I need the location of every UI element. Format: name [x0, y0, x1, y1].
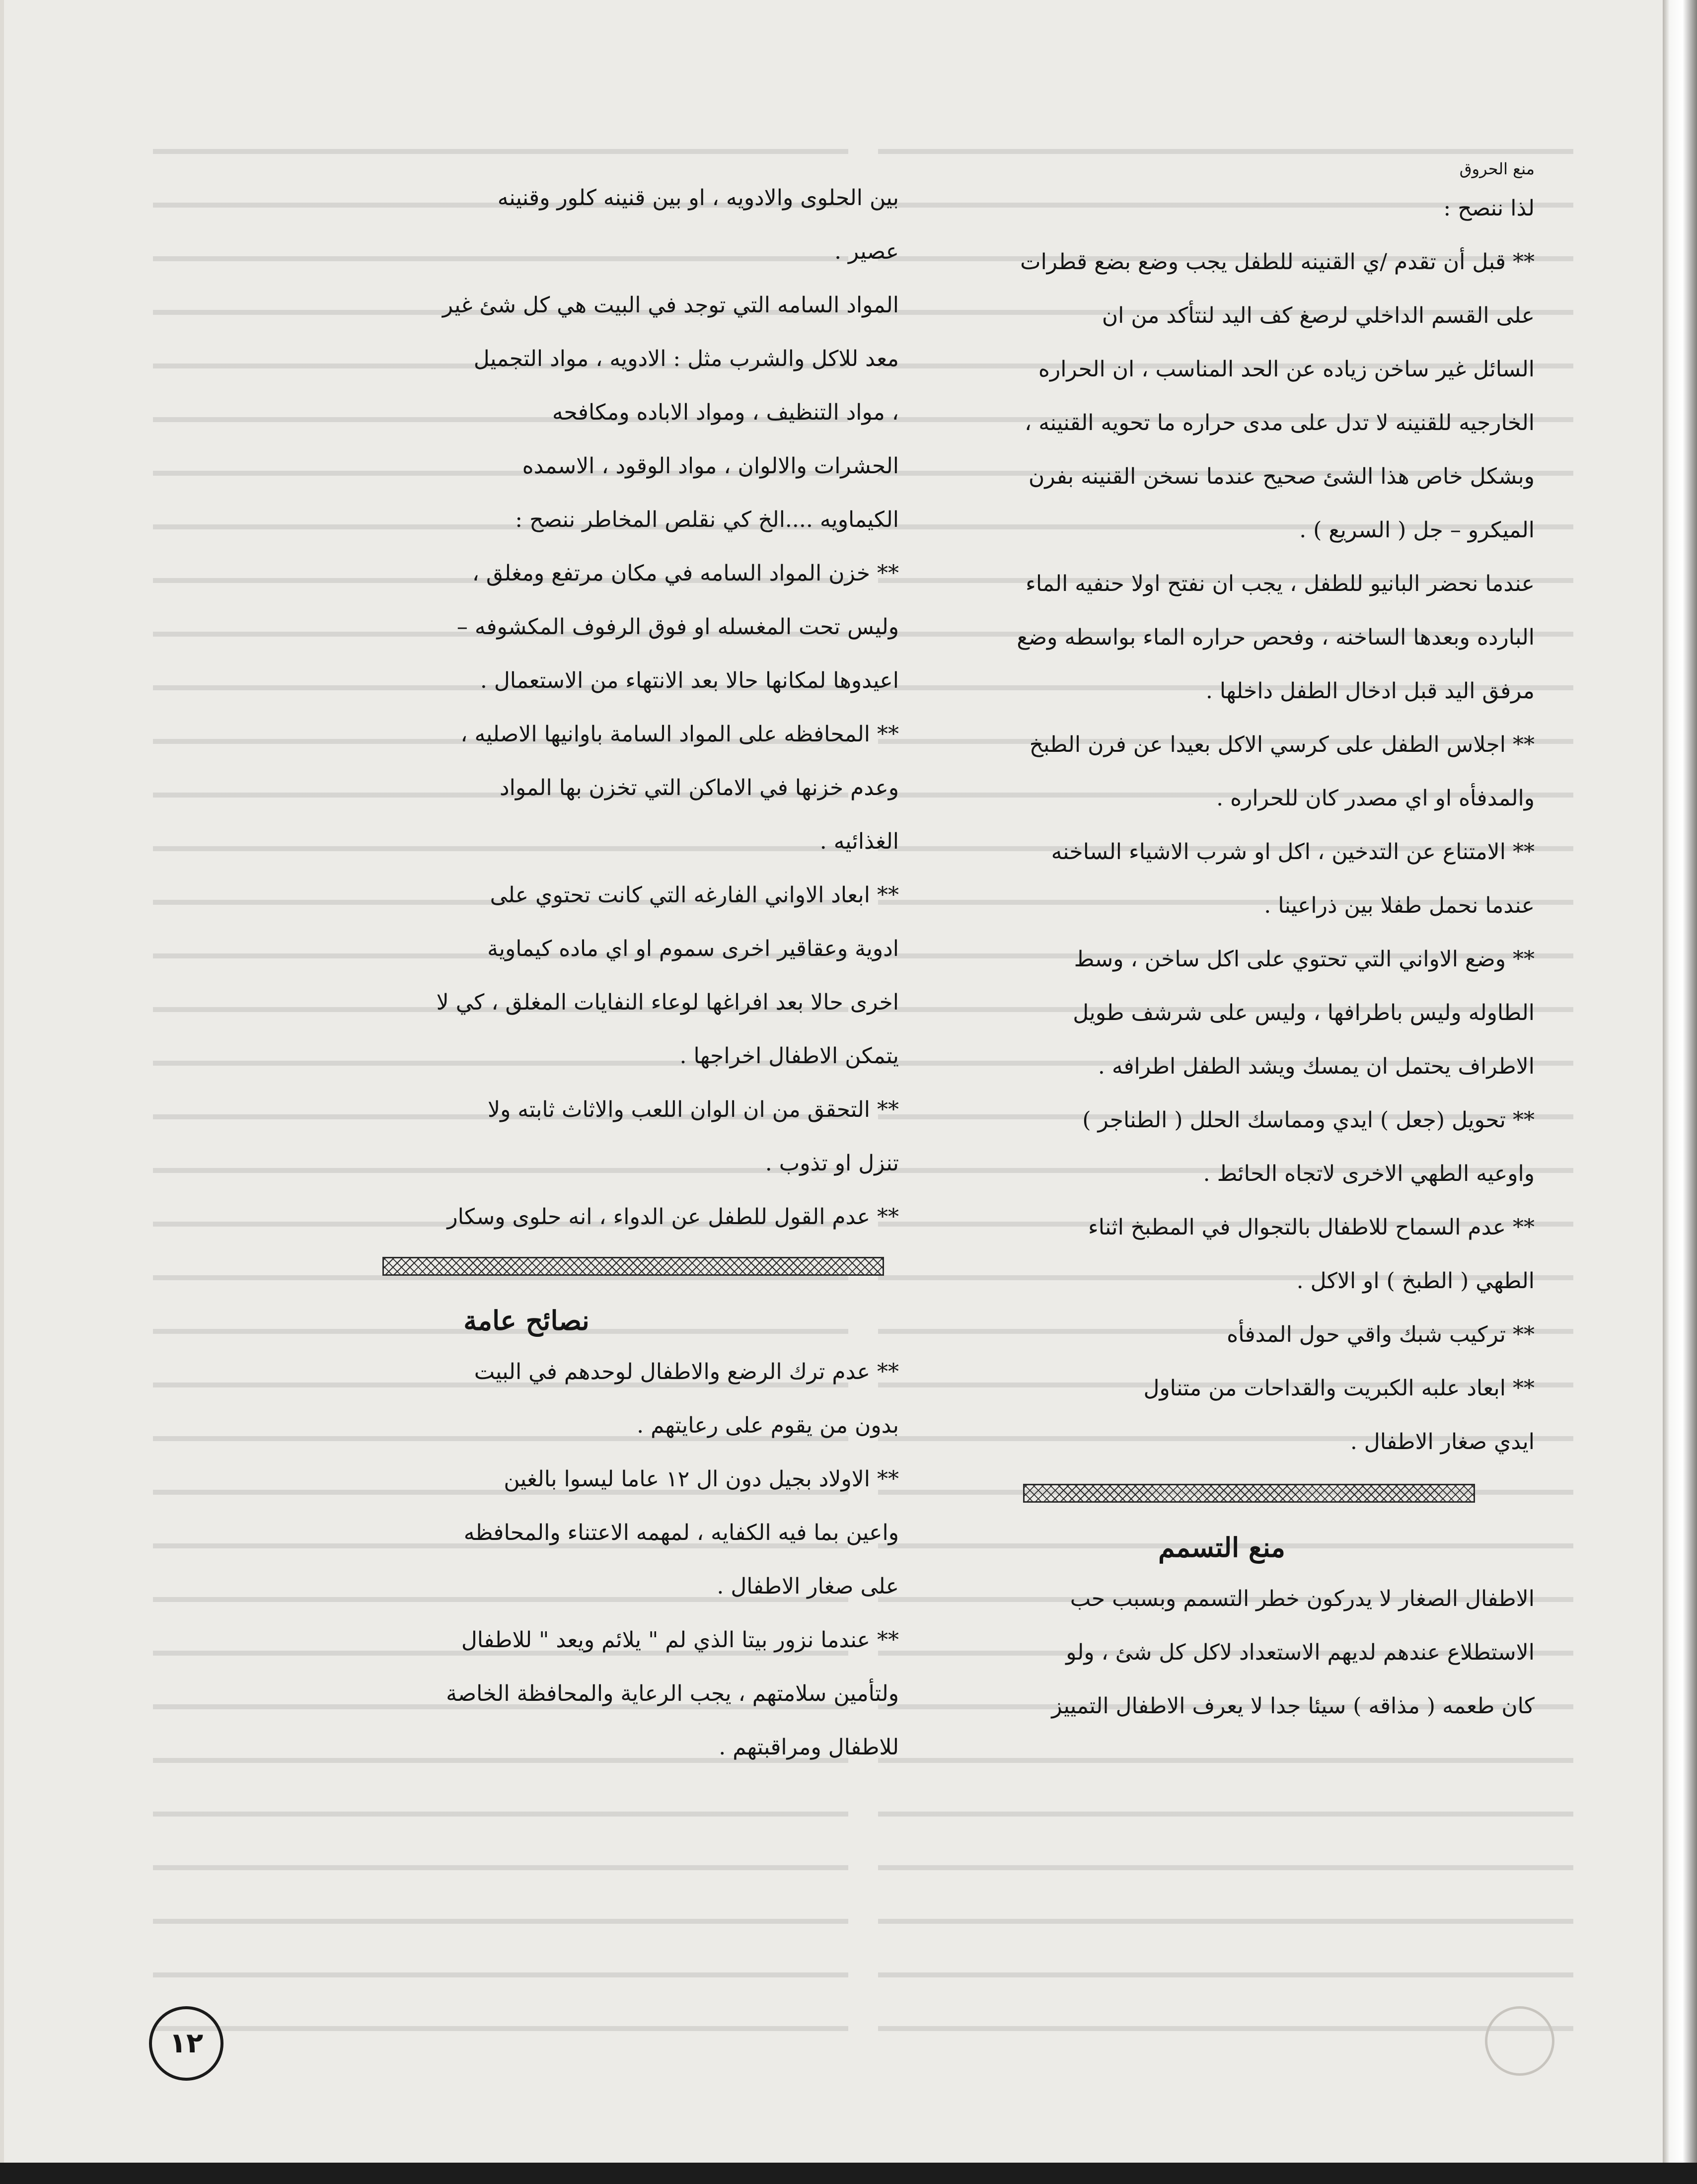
text-line: عصير . — [834, 239, 899, 264]
text-line: على القسم الداخلي لرصغ كف اليد لنتأكد من ان — [1102, 303, 1535, 328]
text-line: وعدم خزنها في الاماكن التي تخزن بها المواد — [500, 775, 899, 801]
text-line: اخرى حالا بعد افراغها لوعاء النفايات المغلق ، كي لا — [436, 990, 899, 1015]
text-line: الاطراف يحتمل ان يمسك ويشد الطفل اطرافه . — [1098, 1054, 1535, 1079]
right-column-paragraphs-2 — [909, 1572, 1535, 1733]
text-line: السائل غير ساخن زياده عن الحد المناسب ، ان الحراره — [1038, 357, 1535, 382]
text-line: عندما نحضر البانيو للطفل ، يجب ان نفتح اولا حنفيه الماء — [1026, 571, 1535, 596]
text-line: بين الحلوى والادويه ، او بين قنينه كلور وقنينه — [497, 185, 899, 211]
text-line: ، مواد التنظيف ، ومواد الاباده ومكافحه — [552, 400, 899, 425]
text-line: الكيماويه ....الخ كي نقلص المخاطر ننصح : — [515, 507, 899, 532]
text-line: للاطفال ومراقبتهم . — [719, 1735, 899, 1760]
text-line: ** قبل أن تقدم /ي القنينه للطفل يجب وضع بضع قطرات — [1020, 249, 1535, 275]
text-line: ** التحقق من ان الوان اللعب والاثاث ثابته ولا — [487, 1097, 899, 1122]
text-line: الاطفال الصغار لا يدركون خطر التسمم وبسبب حب — [1070, 1586, 1535, 1611]
text-line: وبشكل خاص هذا الشئ صحيح عندما نسخن القنينه بفرن — [1029, 464, 1535, 489]
text-line: واوعيه الطهي الاخرى لاتجاه الحائط . — [1203, 1161, 1535, 1186]
text-line: ** عندما نزور بيتا الذي لم " يلائم ويعد " للاطفال — [461, 1627, 899, 1653]
right-column-paragraphs — [909, 182, 1535, 1469]
text-line: ** الاولاد بجيل دون ال ١٢ عاما ليسوا بالغين — [504, 1466, 899, 1492]
text-line: ** اجلاس الطفل على كرسي الاكل بعيدا عن فرن الطبخ — [1029, 732, 1535, 757]
text-line: ** عدم السماح للاطفال بالتجوال في المطبخ اثناء — [1088, 1215, 1535, 1240]
text-line: مرفق اليد قبل ادخال الطفل داخلها . — [1205, 678, 1535, 704]
text-line: واعين بما فيه الكفايه ، لمهمه الاعتناء والمحافظه — [463, 1520, 899, 1545]
text-line: ولتأمين سلامتهم ، يجب الرعاية والمحافظة الخاصة — [446, 1681, 899, 1706]
section-title-poison-prevention: منع التسمم — [1158, 1531, 1285, 1563]
text-line: ** ابعاد علبه الكبريت والقداحات من متناول — [1143, 1376, 1535, 1401]
text-line: ** وضع الاواني التي تحتوي على اكل ساخن ، وسط — [1074, 946, 1535, 972]
text-line: المواد السامه التي توجد في البيت هي كل شئ غير — [442, 292, 899, 318]
text-line: ** عدم القول للطفل عن الدواء ، انه حلوى وسكار — [447, 1204, 899, 1230]
page-bottom-edge — [0, 2163, 1697, 2184]
section-divider — [1023, 1484, 1475, 1503]
text-line: كان طعمه ( مذاقه ) سيئا جدا لا يعرف الاطفال التمييز — [1051, 1693, 1535, 1719]
text-line: ** المحافظه على المواد السامة باوانيها الاصليه ، — [460, 722, 899, 747]
text-line: عندما نحمل طفلا بين ذراعينا . — [1264, 893, 1535, 918]
text-line: الاستطلاع عندهم لديهم الاستعداد لاكل كل شئ ، ولو — [1066, 1640, 1535, 1665]
text-line: يتمكن الاطفال اخراجها . — [679, 1043, 899, 1069]
text-line: ** تركيب شبك واقي حول المدفأه — [1227, 1322, 1535, 1347]
text-line: الغذائيه . — [819, 829, 899, 854]
text-line: الميكرو – جل ( السريع ) . — [1299, 517, 1535, 543]
text-line: لذا ننصح : — [1443, 196, 1535, 221]
text-line: تنزل او تذوب . — [765, 1151, 899, 1176]
text-line: ** عدم ترك الرضع والاطفال لوحدهم في البيت — [474, 1359, 899, 1384]
text-line: ** الامتناع عن التدخين ، اكل او شرب الاشياء الساخنه — [1051, 839, 1535, 865]
text-line: الطهي ( الطبخ ) او الاكل . — [1296, 1268, 1535, 1294]
right-column — [909, 154, 1535, 1733]
left-column-paragraphs-2 — [154, 1345, 899, 1774]
text-line: الحشرات والالوان ، مواد الوقود ، الاسمده — [522, 453, 899, 479]
text-line: اعيدوها لمكانها حالا بعد الانتهاء من الاستعمال . — [480, 668, 899, 693]
page-edge — [1663, 0, 1697, 2184]
left-column-paragraphs — [154, 171, 899, 1244]
text-line: والمدفأه او اي مصدر كان للحراره . — [1216, 786, 1535, 811]
section-divider — [382, 1257, 884, 1276]
page-number: ١٢ — [149, 2006, 223, 2081]
text-line: الطاوله وليس باطرافها ، وليس على شرشف طويل — [1073, 1000, 1535, 1025]
text-line: ادوية وعقاقير اخرى سموم او اي ماده كيماوية — [487, 936, 899, 961]
show-through-page-number — [1485, 2006, 1554, 2076]
section-title-general-advice: نصائح عامة — [463, 1305, 590, 1336]
text-line: معد للاكل والشرب مثل : الادويه ، مواد التجميل — [473, 346, 899, 371]
left-column — [154, 171, 899, 1774]
text-line: ** تحويل (جعل ) ايدي ومماسك الحلل ( الطناجر ) — [1082, 1107, 1535, 1133]
text-line: ايدي صغار الاطفال . — [1350, 1429, 1535, 1455]
text-line: على صغار الاطفال . — [717, 1574, 899, 1599]
text-line: ** خزن المواد السامه في مكان مرتفع ومغلق ، — [472, 561, 899, 586]
text-line: ** ابعاد الاواني الفارغه التي كانت تحتوي على — [490, 882, 899, 908]
text-line: وليس تحت المغسله او فوق الرفوف المكشوفه – — [456, 614, 899, 640]
text-line: البارده وبعدها الساخنه ، وفحص حراره الماء بواسطه وضع — [1017, 625, 1535, 650]
text-line: بدون من يقوم على رعايتهم . — [637, 1413, 899, 1438]
text-line: الخارجيه للقنينه لا تدل على مدى حراره ما تحويه القنينه ، — [1025, 410, 1535, 436]
running-header: منع الحروق — [1459, 159, 1535, 178]
